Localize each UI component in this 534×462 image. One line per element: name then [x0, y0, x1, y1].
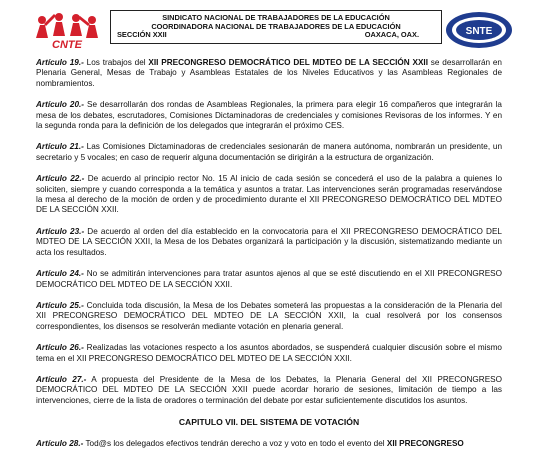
- document-body: [36, 58, 502, 460]
- article-21: Artículo 21.- Las Comisiones Dictaminadoras de credenciales sesionarán de manera autónoma, nombrarán un presidente, un secretario y 5 vocales; en caso de requerir alguna documentación se dirigirán a la estructura de organización.: [36, 142, 502, 162]
- article-label: Artículo 20.-: [36, 100, 85, 110]
- article-25: Artículo 25.- Concluida toda discusión, la Mesa de los Debates someterá las propuestas a la consideración de la Plenaria del XII PRECONGRESO DEMOCRÁTICO DEL MDTEO DE LA SECCIÓN XXII, la cual resolverá por los consensos correspondientes, los disensos se resolverán mediante votación en plenaria general.: [36, 300, 502, 331]
- cnte-logo-text: CNTE: [52, 39, 82, 50]
- header-section: SECCIÓN XXII: [117, 30, 167, 40]
- article-label: Artículo 26.-: [36, 343, 84, 353]
- cnte-logo: [30, 8, 105, 50]
- document-header: [30, 6, 514, 52]
- article-label: Artículo 25.-: [36, 300, 84, 310]
- article-22: Artículo 22.- De acuerdo al principio rector No. 15 Al inicio de cada sesión se concederá el uso de la palabra a quienes lo soliciten, siempre y cuando corresponda a la temática y asuntos a tratar. Las intervenciones serán programadas reservándose la mesa al derecho de la moción de orden y de procedimiento durante el XII PRECONGRESO DEMOCRÁTICO DEL MDTEO DE LA SECCIÓN XXII.: [36, 174, 502, 215]
- article-24: Artículo 24.- No se admitirán intervenciones para tratar asuntos ajenos al que se esté discutiendo en el XII PRECONGRESO DEMOCRÁTICO DEL MDTEO DE LA SECCIÓN XXII.: [36, 269, 502, 289]
- chapter-heading: CAPITULO VII. DEL SISTEMA DE VOTACIÓN: [178, 417, 360, 428]
- article-27: Artículo 27.- A propuesta del Presidente de la Mesa de los Debates, la Plenaria General del XII PRECONGRESO DEMOCRÁTICO DEL MDTEO DE LA SECCIÓN XXII puede acordar horario de sesiones, limitación de tiempo a las intervenciones, cierre de la lista de oradores o terminación del debate por estar suficientemente discutidos los asuntos.: [36, 374, 502, 405]
- header-line-3: [115, 31, 437, 40]
- article-28: Artículo 28.- Tod@s los delegados efectivos tendrán derecho a voz y voto en todo el evento del XII PRECONGRESO: [36, 438, 464, 448]
- article-label: Artículo 22.-: [36, 174, 85, 184]
- header-location: OAXACA, OAX.: [364, 30, 419, 40]
- article-label: Artículo 23.-: [36, 226, 85, 236]
- header-line-1: SINDICATO NACIONAL DE TRABAJADORES DE LA EDUCACIÓN: [162, 13, 390, 22]
- article-label: Artículo 19.-: [36, 58, 84, 67]
- article-label: Artículo 21.-: [36, 142, 84, 152]
- snte-logo-text: SNTE: [465, 26, 493, 37]
- article-label: Artículo 28.-: [36, 438, 84, 448]
- article-20: Artículo 20.- Se desarrollarán dos rondas de Asambleas Regionales, la primera para elegir 16 compañeros que integrarán la mesa de los debates, escrutadores, Comisiones Dictaminadoras de credenciales y comisiones Revisoras de los informes. Y en la segunda ronda para la definición de los delegados que integrarán el próximo CES.: [36, 100, 502, 131]
- header-box: [110, 10, 442, 44]
- article-label: Artículo 27.-: [36, 374, 87, 384]
- article-23: Artículo 23.- De acuerdo al orden del día establecido en la convocatoria para el XII PRECONGRESO DEMOCRÁTICO DEL MDTEO DE LA SECCIÓN XXII, la Mesa de los Debates organizará la participación y la discusión, sistematizando mediante un acta los resultados.: [36, 226, 502, 257]
- snte-logo: [444, 10, 514, 50]
- article-19: Artículo 19.- Los trabajos del XII PRECONGRESO DEMOCRÁTICO DEL MDTEO DE LA SECCIÓN XXII se desarrollarán en Plenaria General, Mesas de Trabajo y Asambleas Estatales de los Niveles Educativos y las Asambleas Regionales de nombramientos.: [36, 58, 502, 88]
- header-line-2: COORDINADORA NACIONAL DE TRABAJADORES DE LA EDUCACIÓN: [151, 21, 401, 31]
- article-label: Artículo 24.-: [36, 269, 84, 279]
- article-26: Artículo 26.- Realizadas las votaciones respecto a los asuntos abordados, se suspenderá cualquier discusión sobre el mismo tema en el XII PRECONGRESO DEMOCRÁTICO DEL MDTEO DE LA SECCIÓN XXII.: [36, 343, 502, 363]
